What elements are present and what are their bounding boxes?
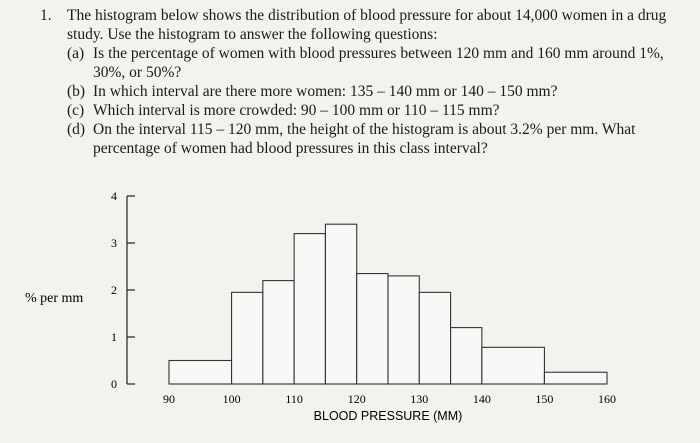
question-label: (b) bbox=[67, 83, 86, 100]
histogram-bar bbox=[263, 281, 294, 384]
question-text: Which interval is more crowded: 90 – 100 mm or 110 – 115 mm? bbox=[93, 102, 500, 119]
question-label: (c) bbox=[67, 102, 85, 119]
problem-number: 1. bbox=[40, 7, 52, 24]
y-tick-label: 4 bbox=[111, 189, 117, 203]
histogram-bar bbox=[544, 372, 607, 384]
histogram-bar bbox=[482, 347, 545, 384]
x-tick-label: 160 bbox=[598, 392, 616, 406]
y-tick-label: 1 bbox=[111, 330, 117, 344]
y-tick-label: 2 bbox=[111, 283, 117, 297]
x-tick-label: 140 bbox=[472, 392, 491, 406]
question-label: (d) bbox=[67, 121, 86, 138]
x-tick-label: 150 bbox=[535, 392, 554, 406]
histogram-bar bbox=[357, 274, 388, 384]
y-axis-label: % per mm bbox=[25, 291, 84, 306]
question-text: On the interval 115 – 120 mm, the height of the histogram is about 3.2% per mm. What percentage of women had blood pressures in this class interval? bbox=[93, 121, 636, 157]
histogram-bar bbox=[388, 276, 419, 384]
x-axis-label: BLOOD PRESSURE (MM) bbox=[313, 409, 463, 423]
problem-intro: The histogram below shows the distribution of blood pressure for about 14,000 women in a drug study. Use the histogram to answer the following questions: bbox=[67, 7, 667, 43]
question-text: In which interval are there more women: 135 – 140 mm or 140 – 150 mm? bbox=[93, 83, 558, 100]
x-tick-label: 110 bbox=[285, 392, 303, 406]
x-tick-label: 130 bbox=[410, 392, 429, 406]
question-label: (a) bbox=[67, 45, 85, 62]
histogram-bar bbox=[451, 328, 482, 384]
question-text: Is the percentage of women with blood pressures between 120 mm and 160 mm around 1%, 30%, or 50%? bbox=[93, 45, 664, 81]
histogram-bar bbox=[419, 292, 450, 384]
histogram-bar bbox=[325, 224, 356, 384]
y-tick-label: 0 bbox=[111, 377, 117, 391]
x-tick-label: 100 bbox=[222, 392, 241, 406]
histogram-bar bbox=[232, 292, 263, 384]
histogram-bar bbox=[294, 234, 325, 384]
y-tick-label: 3 bbox=[111, 236, 117, 250]
histogram-bar bbox=[169, 361, 232, 385]
x-tick-label: 90 bbox=[163, 392, 175, 406]
x-tick-label: 120 bbox=[347, 392, 366, 406]
